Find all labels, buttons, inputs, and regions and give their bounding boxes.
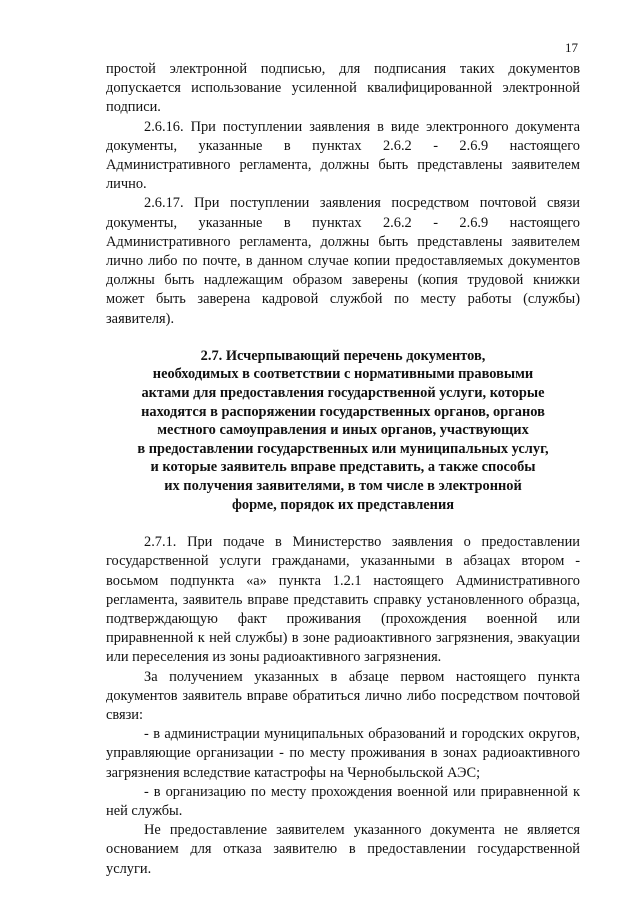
paragraph-2-6-17: 2.6.17. При поступлении заявления посредством почтовой связи документы, указанные в пунктах 2.6.2 - 2.6.9 настоящего Административного регламента, должны быть представлены заявителем лично либо по почте, в данном случае копии предоставляемых документов должны быть надлежащим образом заверены (копия трудовой книжки может быть заверена кадровой службой по месту работы (службы) заявителя).	[106, 195, 580, 327]
heading-line: 2.7. Исчерпывающий перечень документов,	[200, 347, 486, 364]
section-heading-2-7	[106, 347, 580, 514]
heading-line: актами для предоставления государственной услуги, которые	[141, 385, 545, 402]
page-number: 17	[565, 40, 578, 55]
paragraph-continuation: простой электронной подписью, для подписания таких документов допускается использование усиленной квалифицированной электронной подписи.	[106, 61, 580, 116]
heading-line: форме, порядок их представления	[231, 496, 455, 513]
heading-line: их получения заявителями, в том числе в электронной	[164, 478, 522, 494]
paragraph-2-7-1: 2.7.1. При подаче в Министерство заявления о предоставлении государственной услуги гражданами, указанными в абзацах втором - восьмом подпункта «а» пункта 1.2.1 настоящего Административного регламента, заявитель вправе представить справку установленного образца, подтверждающую факт проживания (прохождения военной или приравненной к ней службы) в зоне радиоактивного загрязнения, эвакуации или переселения из зоны радиоактивного загрязнения.	[106, 534, 580, 666]
list-item-service-organization: - в организацию по месту прохождения военной или приравненной к ней службы.	[106, 783, 580, 820]
heading-line: находятся в распоряжении государственных органов, органов	[141, 403, 545, 420]
paragraph-non-submission: Не предоставление заявителем указанного документа не является основанием для отказа заявителю в предоставлении государственной услуги.	[106, 822, 580, 877]
paragraph-2-6-16: 2.6.16. При поступлении заявления в виде электронного документа документы, указанные в пунктах 2.6.2 - 2.6.9 настоящего Административного регламента, должны быть представлены заявителем лично.	[106, 118, 580, 193]
paragraph-obtaining-documents: За получением указанных в абзаце первом настоящего пункта документов заявитель вправе обратиться лично либо посредством почтовой связи:	[106, 668, 580, 724]
list-item-administrations: - в администрации муниципальных образований и городских округов, управляющие организации - по месту проживания в зонах радиоактивного загрязнения вследствие катастрофы на Чернобыльской АЭС;	[106, 726, 580, 781]
heading-line: и которые заявитель вправе представить, а также способы	[150, 459, 536, 476]
heading-line: в предоставлении государственных или муниципальных услуг,	[137, 440, 549, 457]
document-body	[106, 60, 580, 879]
heading-line: местного самоуправления и иных органов, участвующих	[157, 422, 529, 439]
heading-line: необходимых в соответствии с нормативными правовыми	[152, 366, 534, 383]
